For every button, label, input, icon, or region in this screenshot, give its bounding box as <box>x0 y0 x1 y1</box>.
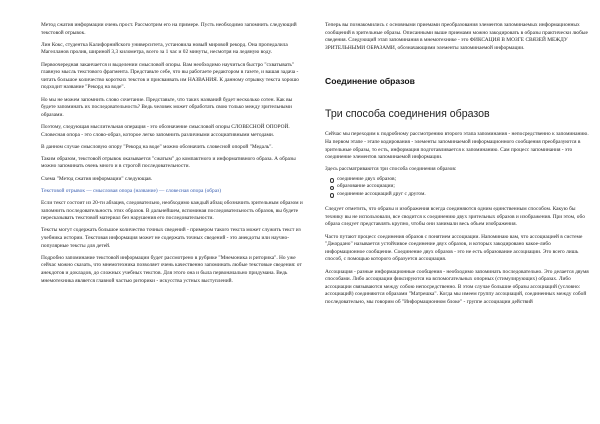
paragraph: Лин Кокс, студентка Калифорнийского университета, установила новый мировой рекорд. Она пропедалила Магелланов пролив, шириной 3,3 километра, всего за 1 час и 02 минуты, несмотря на ледяную воду. <box>41 41 288 56</box>
paragraph: Сейчас мы переходим к подробному рассмотрению второго этапа запоминания - непосредственно к запоминанию. На первом этапе - этапе кодирования - элементы запоминаемой информационного сообщения преобразуются в зрительные образы, то есть, информация подготавливается к запоминанию. Сам процесс запоминания - это соединение элементов запоминаемой информации. <box>325 131 589 161</box>
paragraph: Теперь вы познакомились с основными приемами преобразования элементов запоминаемых информационных сообщений в зрительные образы. Описанными выше приемами можно закодировать в образы практически любые сведения. Следующий этап запоминания в мнемотехнике - это ФИКСАЦИЯ В МОЗГЕ СВЯЗЕЙ МЕЖДУ ЗРИТЕЛЬНЫМИ ОБРАЗАМИ, обозначающими элементы запоминаемой информации. <box>325 22 588 51</box>
paragraph: Таким образом, текстовой отрывок оказывается "сжатым" до компактного и информативного образа. А образы можно запоминать очень много и в строгой последовательности. <box>41 155 296 170</box>
paragraph: Подробно запоминание текстовой информации будет рассмотрено в рубрике "Мнемоника и риторика". Но уже сейчас можно сказать, что мнемотехника позволяет очень качественно запоминать любые текстовые сведения: от анекдотов и докладов, до сложных учебных текстов. Для этого она и была первоначально придумана. Ведь мнемотехника является главной частью риторики - искусства устных выступлений. <box>41 254 302 284</box>
methods-list <box>325 176 591 198</box>
paragraph: Часто путают процесс соединения образов с понятием ассоциации. Напоминаю вам, что ассоциацией в системе "Джордано" называется устойчивое соединение двух образов, и которых закодировано какое-либо информационное сообщение. Соединение двух образов - это не есть образование ассоциации. Это всего лишь способ, с помощью которого образуется ассоциация. <box>325 233 583 263</box>
paragraph: Первоочередная заканчается и выделении смысловой опоры. Вам необходимо научиться быстро "схватывать" главную мысль текстового фрагмента. Представьте себе, что вы работаете редактором в газете, и вашая задача - читать большое количество коротких текстов и присваивать им НАЗВАНИЯ. К данному отрывку текста хорошо подходит название "Рекорд на воде". <box>41 61 299 91</box>
paragraph: Ассоциация - разные информационные сообщения - необходимо запоминать последовательно. Это делается двумя способами. Либо ассоциации фиксируются на вспомогательных опорных (стимулирующих) образах. Либо ассоциации связываются между собою непосредственно. В этом случае большие образы ассоциаций (условно: ассоциаций) соединяются образами "Матрешка". Когда мы имеем группу ассоциаций, соединенных между собой последовательно, мы говорим об "Информационном блоке" - группе ассоциации действий <box>325 268 589 305</box>
list-item: соединение ассоциаций друг с другом. <box>337 191 591 198</box>
paragraph: Схема "Метод сжатия информации" следующая. <box>41 175 153 182</box>
list-item: соединение двух образов; <box>337 176 591 183</box>
paragraph: Но мы не можем запомнить слово сочетание. Представьте, что таких названий будет несколько сотен. Как вы будете запоминать их последовательность? Ведь человек может обработать свою только между зрительными образами. <box>41 96 293 118</box>
paragraph: Тексты могут содержать большое количество точных сведений - примером такого текста может служить текст из учебника истории. Текстовая информация может не содержать точных сведений - это анекдоты или научно-популярные тексты для детей. <box>41 227 301 249</box>
paragraph: Здесь рассматриваются три способа соединения образов: <box>325 166 457 173</box>
paragraph: Если текст состоит из 20-ти абзацев, следовательно, необходимо каждый абзац обозначить зрительным образом и запомнить последовательность этих образов. В дальнейшем, вспоминая последовательность образов, вы будете пересказывать текстовой материал без нарушения его последовательности. <box>41 200 303 222</box>
page-title: Три способа соединения образов <box>325 108 490 121</box>
paragraph: Текстовой отрывок — смысловая опора (название) — словесная опора (образ) <box>41 187 222 194</box>
section-heading: Соединение образов <box>325 76 415 87</box>
right-column <box>325 22 591 311</box>
paragraph: Поэтому, следующая мыслительная операция - это обозначение смысловой опоры СЛОВЕСНОЙ ОПОРОЙ. Словесная опора - это слово-образ, которое легко запомнить различными ассоциативными методами. <box>41 123 290 138</box>
paragraph: Метод сжатия информации очень прост. Рассмотрим его на примере. Пусть необходимо запомнить следующий текстовой отрывок. <box>41 22 297 36</box>
left-column <box>41 22 307 290</box>
list-item: образование ассоциации; <box>337 183 591 190</box>
paragraph: В данном случае смысловую опору "Рекорд на воде" можно обозначить словесной опорой "Медаль". <box>41 143 273 150</box>
paragraph: Следует отметить, что образы и изображения всегда соединяются одним единственным способом. Какую бы технику вы не использовали, все сводится к соединению двух зрительных образов и изображения. При этом, обо образа следует представлять крупно, чтобы они занимали весь объем изображения. <box>325 206 585 228</box>
